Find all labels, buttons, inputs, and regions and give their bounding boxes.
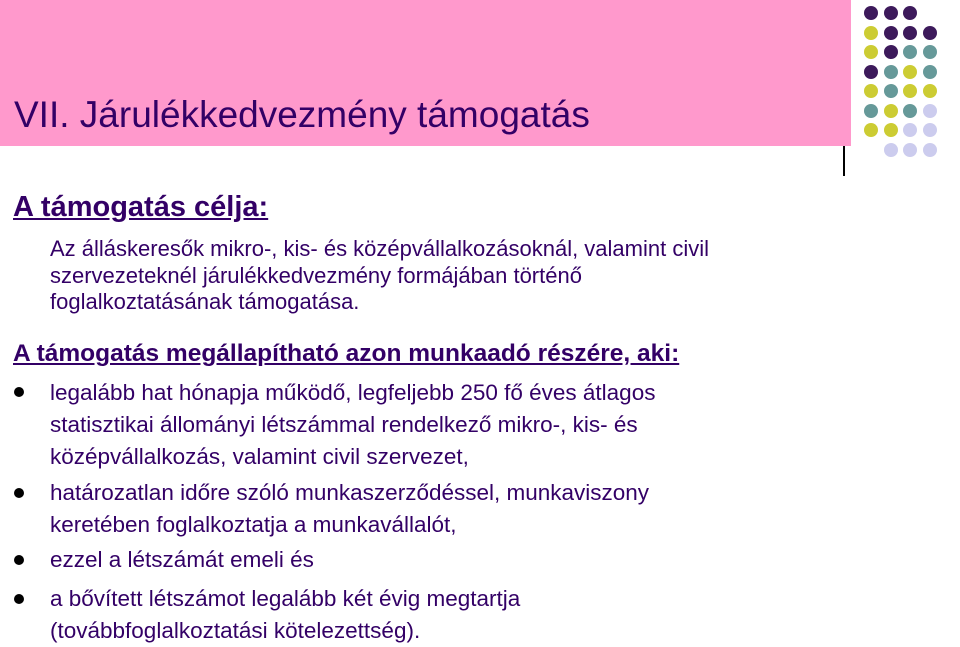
list-item <box>50 544 314 576</box>
decorative-dot <box>903 143 917 157</box>
list-item-line: a bővített létszámot legalább két évig megtartja <box>50 586 521 611</box>
decorative-dot <box>864 65 878 79</box>
decorative-dot <box>903 6 917 20</box>
list-item-line: (továbbfoglalkoztatási kötelezettség). <box>50 618 421 643</box>
decorative-dot <box>923 84 937 98</box>
decorative-dot <box>884 104 898 118</box>
decorative-dot <box>864 84 878 98</box>
paragraph-line: szervezeteknél járulékkedvezmény formájában történő <box>50 262 582 288</box>
decorative-dot <box>884 6 898 20</box>
decorative-dot <box>884 123 898 137</box>
decorative-dot <box>864 123 878 137</box>
decorative-dot <box>903 123 917 137</box>
decorative-dot <box>903 104 917 118</box>
list-item <box>50 377 655 473</box>
list-item <box>50 477 649 541</box>
decorative-dot <box>884 65 898 79</box>
bullet-dot <box>14 594 24 604</box>
decorative-dot <box>903 45 917 59</box>
decorative-dot <box>884 143 898 157</box>
decorative-dot <box>884 26 898 40</box>
decorative-dot <box>864 45 878 59</box>
purpose-paragraph <box>50 236 709 316</box>
bullet-dot <box>14 488 24 498</box>
decorative-dot <box>923 143 937 157</box>
list-item-line: középvállalkozás, valamint civil szervezet, <box>50 444 469 469</box>
decorative-dot <box>903 84 917 98</box>
list-item-line: keretében foglalkoztatja a munkavállalót, <box>50 512 457 537</box>
decorative-dot <box>923 123 937 137</box>
decorative-dot <box>903 65 917 79</box>
paragraph-line: foglalkoztatásának támogatása. <box>50 289 360 314</box>
decorative-dot <box>864 26 878 40</box>
bullet-dot <box>14 387 24 397</box>
title-underline <box>0 146 851 150</box>
section-heading-conditions: A támogatás megállapítható azon munkaadó részére, aki: <box>13 340 680 367</box>
divider-line <box>843 146 845 176</box>
decorative-dot <box>903 26 917 40</box>
list-item-line: ezzel a létszámát emeli és <box>50 547 314 572</box>
decorative-dot <box>884 84 898 98</box>
decorative-dot <box>884 45 898 59</box>
list-item-line: statisztikai állományi létszámmal rendelkező mikro-, kis- és <box>50 412 638 437</box>
paragraph-line: Az álláskeresők mikro-, kis- és középvállalkozásoknál, valamint civil <box>50 236 710 261</box>
list-item-line: legalább hat hónapja működő, legfeljebb 250 fő éves átlagos <box>50 380 656 405</box>
decorative-dot <box>864 6 878 20</box>
decorative-dot <box>923 65 937 79</box>
bullet-dot <box>14 555 24 565</box>
list-item-line: határozatlan időre szóló munkaszerződéssel, munkaviszony <box>50 480 650 505</box>
decorative-dot <box>864 104 878 118</box>
slide-title: VII. Járulékkedvezmény támogatás <box>14 94 590 135</box>
decorative-dot <box>923 104 937 118</box>
section-heading-purpose: A támogatás célja: <box>13 191 269 223</box>
list-item <box>50 583 520 647</box>
decorative-dot <box>923 45 937 59</box>
decorative-dot-grid <box>862 4 958 154</box>
decorative-dot <box>923 26 937 40</box>
